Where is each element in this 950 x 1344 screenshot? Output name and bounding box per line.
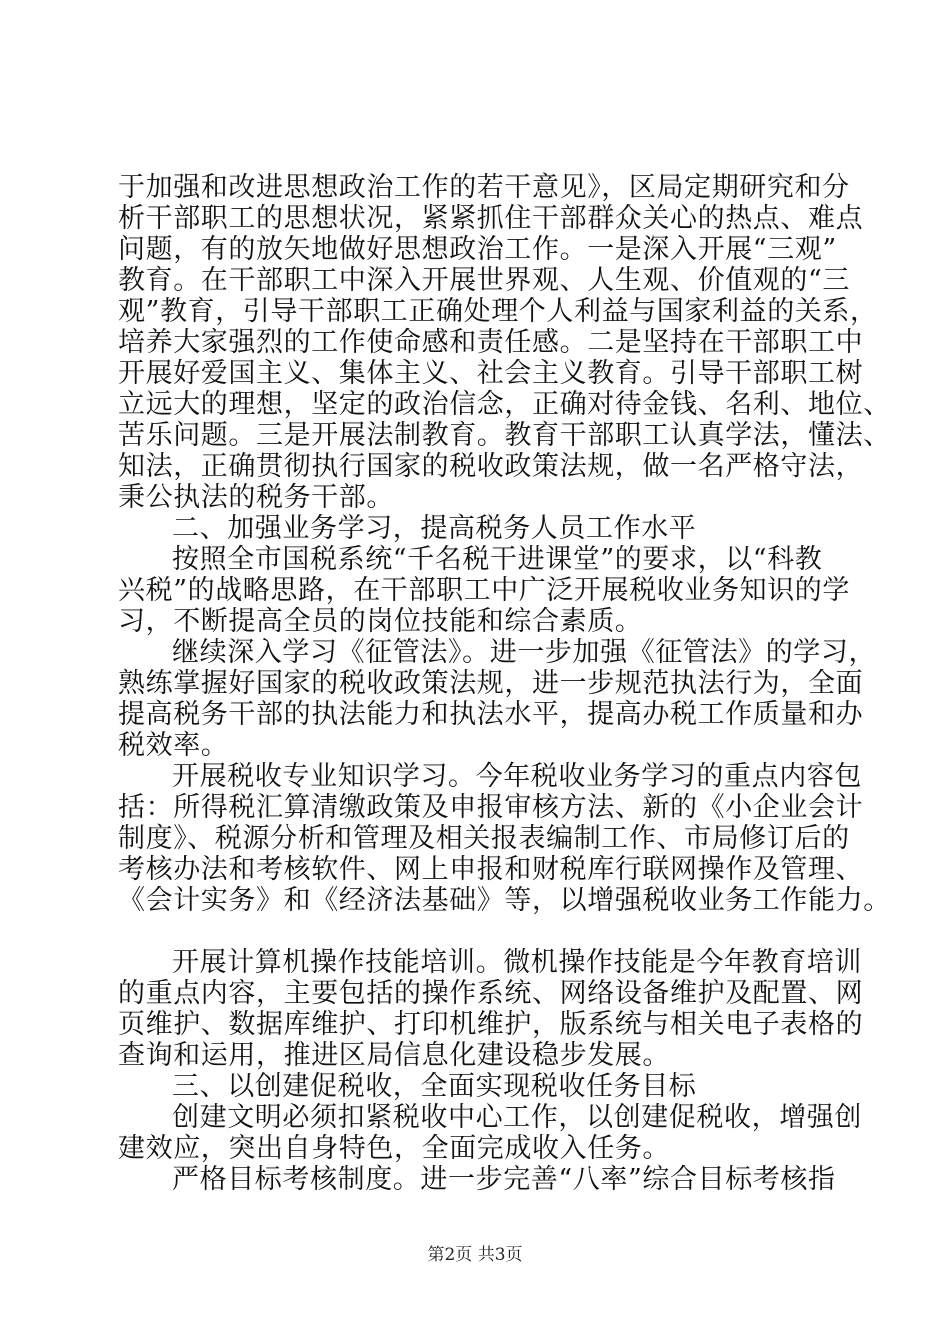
text-line: 培养大家强烈的工作使命感和责任感。二是坚持在干部职工中 — [118, 327, 864, 358]
text-line: 开展税收专业知识学习。今年税收业务学习的重点内容包 — [172, 761, 862, 792]
text-line: 立远大的理想，坚定的政治信念，正确对待金钱、名利、地位、 — [118, 389, 891, 420]
text-line: 教育。在干部职工中深入开展世界观、人生观、价值观的“三 — [118, 265, 851, 296]
paragraph — [118, 544, 851, 637]
text-line: 的重点内容，主要包括的操作系统、网络设备维护及配置、网 — [118, 978, 864, 1009]
blank-line — [118, 916, 838, 947]
text-line: 建效应，突出自身特色，全面完成收入任务。 — [118, 1133, 670, 1164]
text-line: 兴税”的战略思路，在干部职工中广泛开展税收业务知识的学 — [118, 575, 851, 606]
text-line: 考核办法和考核软件、网上申报和财税库行联网操作及管理、 — [118, 854, 864, 885]
text-line: 知法，正确贯彻执行国家的税收政策法规，做一名严格守法， — [118, 451, 864, 482]
text-line: 秉公执法的税务干部。 — [118, 482, 394, 513]
text-line: 二、加强业务学习，提高税务人员工作水平 — [172, 513, 697, 544]
text-line: 制度》、税源分析和管理及相关报表编制工作、市局修订后的 — [118, 823, 850, 854]
paragraph — [118, 1102, 862, 1164]
text-line: 开展计算机操作技能培训。微机操作技能是今年教育培训 — [172, 947, 862, 978]
text-line: 熟练掌握好国家的税收政策法规，进一步规范执法行为，全面 — [118, 668, 864, 699]
paragraph — [118, 637, 877, 761]
text-line: 查询和运用，推进区局信息化建设稳步发展。 — [118, 1040, 670, 1071]
text-line: 继续深入学习《征管法》。进一步加强《征管法》的学习， — [172, 637, 877, 668]
paragraph — [118, 761, 891, 916]
text-line: 于加强和改进思想政治工作的若干意见》，区局定期研究和分 — [118, 172, 850, 203]
text-line: 观”教育，引导干部职工正确处理个人利益与国家利益的关系， — [118, 296, 878, 327]
text-line: 按照全市国税系统“千名税干进课堂”的要求，以“科教 — [172, 544, 823, 575]
text-line: 提高税务干部的执法能力和执法水平，提高办税工作质量和办 — [118, 699, 864, 730]
page-footer: 第2页 共3页 — [427, 1245, 523, 1265]
paragraph — [118, 172, 891, 513]
text-line: 析干部职工的思想状况，紧紧抓住干部群众关心的热点、难点 — [118, 203, 864, 234]
text-line: 《会计实务》和《经济法基础》等，以增强税收业务工作能力。 — [118, 885, 891, 916]
paragraph — [118, 513, 838, 544]
text-line: 问题，有的放矢地做好思想政治工作。一是深入开展“三观” — [118, 234, 837, 265]
text-line: 页维护、数据库维护、打印机维护，版系统与相关电子表格的 — [118, 1009, 864, 1040]
text-line: 括：所得税汇算清缴政策及申报审核方法、新的《小企业会计 — [118, 792, 864, 823]
text-line: 三、以创建促税收，全面实现税收任务目标 — [172, 1071, 697, 1102]
paragraph — [118, 1164, 838, 1195]
paragraph — [118, 1071, 838, 1102]
text-line: 习，不断提高全员的岗位技能和综合素质。 — [118, 606, 643, 637]
document-body — [118, 172, 891, 1195]
text-line: 苦乐问题。三是开展法制教育。教育干部职工认真学法，懂法、 — [118, 420, 891, 451]
text-line: 税效率。 — [118, 730, 229, 761]
text-line: 严格目标考核制度。进一步完善“八率”综合目标考核指 — [172, 1164, 836, 1195]
text-line: 开展好爱国主义、集体主义、社会主义教育。引导干部职工树 — [118, 358, 864, 389]
paragraph — [118, 947, 864, 1071]
text-line: 创建文明必须扣紧税收中心工作，以创建促税收，增强创 — [172, 1102, 862, 1133]
